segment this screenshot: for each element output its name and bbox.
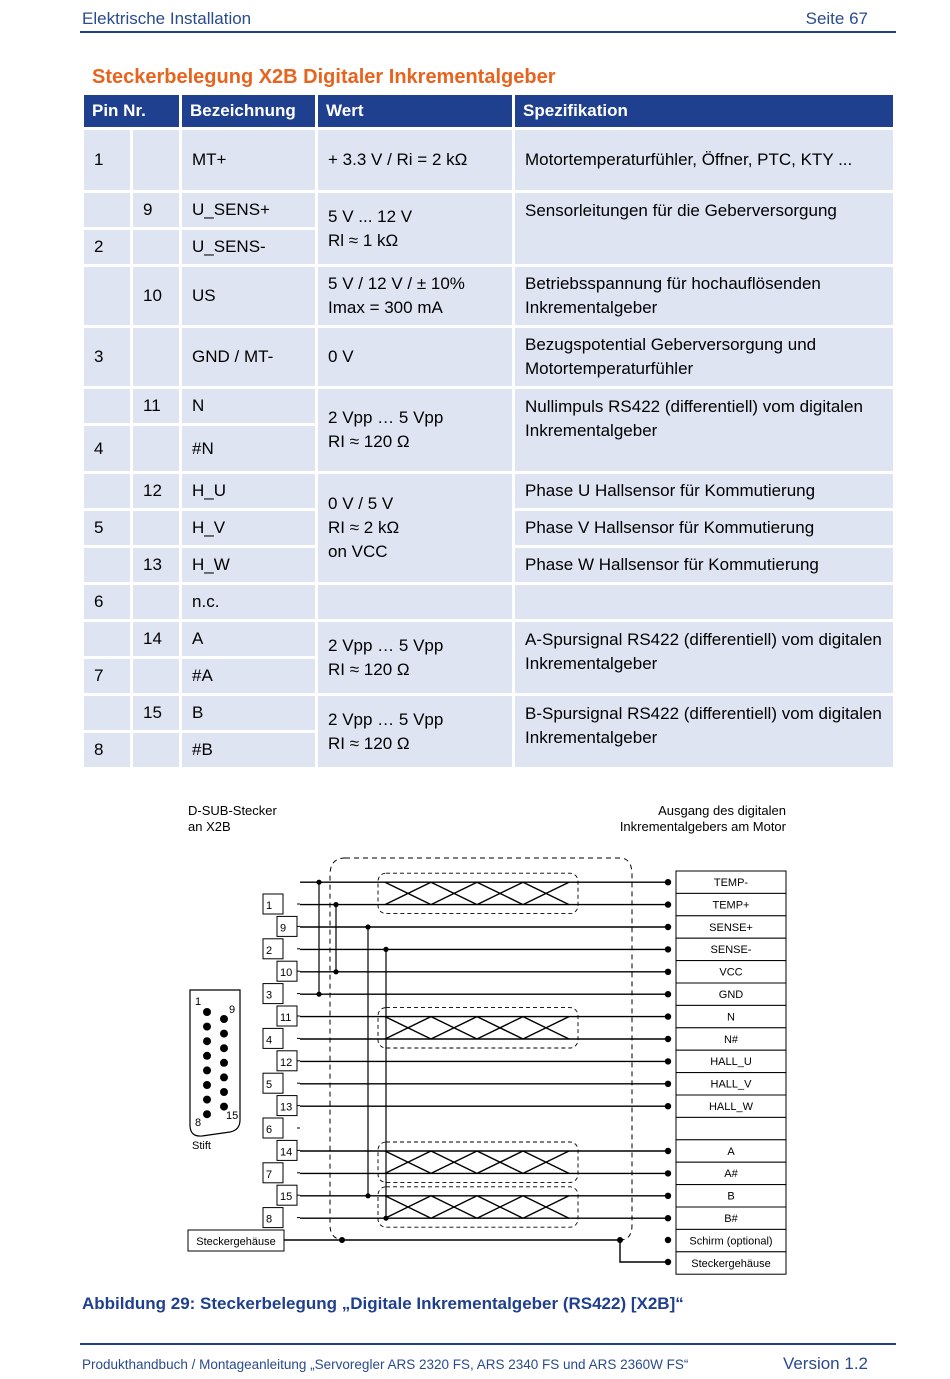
value-line: 2 Vpp … 5 Vpp — [328, 408, 444, 427]
pin-assignment-table — [81, 92, 896, 770]
junction-dot — [333, 969, 338, 974]
pin-cell — [84, 474, 130, 508]
pin-cell: 12 — [133, 474, 179, 508]
terminal-dot — [665, 901, 671, 907]
left-title-line-2: an X2B — [188, 819, 231, 834]
table-row — [84, 328, 893, 386]
spec-cell: Betriebsspannung für hochauflösenden Inkrementalgeber — [515, 267, 893, 325]
twisted-pair-crossing — [431, 1017, 477, 1039]
value-line: on VCC — [328, 542, 388, 561]
pin-number-label: 12 — [280, 1056, 293, 1069]
pin-cell: 4 — [84, 426, 130, 471]
pin-number-label: 13 — [280, 1101, 293, 1114]
pin-number-label: 15 — [280, 1191, 293, 1204]
signal-label: B — [727, 1190, 735, 1203]
connector-pin-1-label: 1 — [195, 996, 202, 1008]
twisted-pair-crossing — [385, 1196, 431, 1218]
connector-pin-15-label: 15 — [226, 1110, 239, 1122]
footer-version: Version 1.2 — [782, 1354, 868, 1373]
pin-cell — [133, 659, 179, 693]
name-cell: B — [182, 696, 315, 730]
dsub-pin-dot — [203, 1037, 211, 1045]
dsub-pin-dot — [203, 1096, 211, 1104]
section-title: Steckerbelegung X2B Digitaler Inkrementalgeber — [92, 66, 556, 88]
figure-caption: Abbildung 29: Steckerbelegung „Digitale Inkrementalgeber (RS422) [X2B]“ — [82, 1294, 684, 1313]
value-cell — [318, 193, 512, 264]
dsub-pin-dot — [220, 1044, 228, 1052]
table-row — [84, 389, 893, 423]
dsub-pin-dot — [220, 1030, 228, 1038]
connector-label: Stift — [192, 1140, 211, 1152]
twisted-pair-crossing — [431, 882, 477, 904]
value-cell — [318, 585, 512, 619]
twisted-pair-crossing — [523, 1151, 569, 1173]
dsub-pin-dot — [203, 1081, 211, 1089]
name-cell: GND / MT- — [182, 328, 315, 386]
terminal-dot — [665, 1013, 671, 1019]
terminal-dot — [665, 1170, 671, 1176]
terminal-dot — [665, 969, 671, 975]
col-header-spec: Spezifikation — [515, 95, 893, 127]
header-section: Elektrische Installation — [82, 9, 252, 28]
signal-label: A — [727, 1145, 735, 1158]
signal-label: TEMP+ — [712, 899, 750, 912]
terminal-dot — [665, 946, 671, 952]
pin-cell — [133, 511, 179, 545]
signal-label: B# — [724, 1213, 738, 1225]
twisted-pair-crossing — [431, 1151, 477, 1173]
dsub-pin-dot — [220, 1088, 228, 1096]
pin-cell — [133, 130, 179, 190]
terminal-dot — [665, 1215, 671, 1221]
pin-number-label: 1 — [266, 900, 273, 912]
value-line: 5 V ... 12 V — [328, 206, 413, 226]
signal-label: Steckergehäuse — [691, 1257, 771, 1270]
table-header-row — [84, 95, 893, 127]
pin-cell: 11 — [133, 389, 179, 423]
name-cell: U_SENS- — [182, 230, 315, 264]
signal-label: HALL_W — [708, 1101, 754, 1113]
terminal-dot — [665, 1081, 671, 1087]
pin-number-label: 7 — [266, 1168, 273, 1181]
value-line: Rl ≈ 1 kΩ — [328, 230, 399, 250]
junction-dot — [365, 924, 370, 929]
terminal-dot — [665, 924, 671, 930]
pin-cell: 5 — [84, 511, 130, 545]
name-cell: N — [182, 389, 315, 423]
pin-number-label: 8 — [266, 1213, 273, 1226]
twisted-pair-crossing — [477, 882, 523, 904]
spec-cell: Motortemperaturfühler, Öffner, PTC, KTY ... — [515, 130, 893, 190]
pin-cell — [84, 389, 130, 423]
spec-cell: Phase V Hallsensor für Kommutierung — [515, 511, 893, 545]
value-line: RI ≈ 120 Ω — [328, 432, 410, 451]
wire-group — [284, 858, 671, 1265]
pin-cell: 15 — [133, 696, 179, 730]
signal-box — [676, 1117, 786, 1139]
twisted-pair-crossing — [431, 1196, 477, 1218]
name-cell: A — [182, 622, 315, 656]
table-row — [84, 622, 893, 656]
junction-dot — [383, 947, 388, 952]
spec-cell: A-Spursignal RS422 (differentiell) vom digitalen Inkrementalgeber — [515, 622, 893, 693]
signal-label: HALL_V — [710, 1078, 752, 1091]
pin-number-label: 11 — [280, 1012, 292, 1024]
name-cell: #N — [182, 426, 315, 471]
header-divider — [80, 31, 896, 33]
signal-label: N# — [723, 1033, 739, 1046]
spec-cell: Bezugspotential Geberversorgung und Motortemperaturfühler — [515, 328, 893, 386]
pin-box-group — [263, 894, 300, 1228]
table-row — [84, 474, 893, 508]
pin-cell: 6 — [84, 585, 130, 619]
pin-number-label: 6 — [266, 1124, 273, 1136]
terminal-dot — [665, 879, 671, 885]
value-cell — [318, 622, 512, 693]
value-cell — [318, 267, 512, 325]
left-title-line-1: D-SUB-Stecker — [188, 803, 277, 818]
junction-dot — [365, 1193, 370, 1198]
shield-wire — [620, 1240, 668, 1262]
housing-left-label: Steckergehäuse — [196, 1236, 276, 1248]
dsub-pin-dot — [220, 1059, 228, 1067]
twisted-pair-crossing — [385, 1151, 431, 1173]
terminal-dot — [665, 1036, 671, 1042]
value-cell: + 3.3 V / Ri = 2 kΩ — [318, 130, 512, 190]
pin-cell — [133, 585, 179, 619]
pin-number-label: 9 — [280, 922, 287, 935]
footer-document: Produkthandbuch / Montageanleitung „Servoregler ARS 2320 FS, ARS 2340 FS und ARS 2360W FS“ — [82, 1357, 689, 1372]
signal-label: GND — [718, 989, 744, 1001]
value-cell — [318, 389, 512, 471]
pin-cell — [133, 733, 179, 767]
pin-number-label: 5 — [266, 1079, 273, 1092]
pin-number-label: 10 — [280, 967, 293, 980]
value-line: 2 Vpp … 5 Vpp — [328, 635, 444, 655]
pin-cell — [84, 548, 130, 582]
pin-cell — [133, 230, 179, 264]
pin-cell — [84, 622, 130, 656]
spec-cell: B-Spursignal RS422 (differentiell) vom digitalen Inkrementalgeber — [515, 696, 893, 767]
pin-cell: 7 — [84, 659, 130, 693]
junction-dot — [316, 992, 321, 997]
footer-divider — [80, 1343, 896, 1345]
name-cell: U_SENS+ — [182, 193, 315, 227]
value-line: 0 V / 5 V — [328, 494, 394, 513]
name-cell: H_V — [182, 511, 315, 545]
header-page-number: Seite 67 — [805, 9, 868, 28]
terminal-dot — [665, 1259, 671, 1265]
twisted-pair-crossing — [477, 1151, 523, 1173]
terminal-dot — [665, 1193, 671, 1199]
name-cell: H_U — [182, 474, 315, 508]
right-title-line-1: Ausgang des digitalen — [658, 803, 786, 818]
junction-dot — [316, 880, 321, 885]
pin-cell: 13 — [133, 548, 179, 582]
pin-cell — [133, 328, 179, 386]
pin-cell: 3 — [84, 328, 130, 386]
signal-box-group — [676, 871, 786, 1274]
name-cell: #B — [182, 733, 315, 767]
pin-number-label: 2 — [266, 944, 273, 957]
spec-cell: Phase W Hallsensor für Kommutierung — [515, 548, 893, 582]
dsub-pin-group — [203, 1008, 228, 1118]
dsub-pin-dot — [203, 1110, 211, 1118]
name-cell: #A — [182, 659, 315, 693]
spec-cell: Sensorleitungen für die Geberversorgung — [515, 193, 893, 264]
name-cell: H_W — [182, 548, 315, 582]
dsub-pin-dot — [220, 1015, 228, 1023]
table-row — [84, 696, 893, 730]
signal-label: SENSE- — [710, 944, 752, 957]
pin-cell: 2 — [84, 230, 130, 264]
table-row — [84, 193, 893, 227]
dsub-pin-dot — [203, 1052, 211, 1060]
junction-dot — [339, 1237, 345, 1243]
signal-label: Schirm (optional) — [689, 1235, 773, 1248]
signal-label: HALL_U — [710, 1056, 752, 1069]
twisted-pair-crossing — [477, 1196, 523, 1218]
signal-label: TEMP- — [713, 877, 749, 889]
wiring-diagram — [0, 790, 950, 1285]
col-header-name: Bezeichnung — [182, 95, 315, 127]
value-line: 2 Vpp … 5 Vpp — [328, 709, 444, 729]
junction-dot — [333, 902, 338, 907]
value-line: RI ≈ 120 Ω — [328, 733, 410, 753]
value-cell — [318, 474, 512, 582]
value-line: Imax = 300 mA — [328, 298, 443, 317]
value-line: RI ≈ 120 Ω — [328, 659, 410, 679]
name-cell: MT+ — [182, 130, 315, 190]
pin-cell: 10 — [133, 267, 179, 325]
dsub-pin-dot — [203, 1066, 211, 1074]
name-cell: US — [182, 267, 315, 325]
spec-cell — [515, 585, 893, 619]
pin-cell — [84, 267, 130, 325]
terminal-dot — [665, 1103, 671, 1109]
dsub-pin-dot — [220, 1073, 228, 1081]
value-cell — [318, 696, 512, 767]
signal-label: A# — [724, 1168, 738, 1181]
twisted-pair-crossing — [477, 1017, 523, 1039]
name-cell: n.c. — [182, 585, 315, 619]
junction-dot — [383, 1216, 388, 1221]
table-row — [84, 585, 893, 619]
connector-pin-8-label: 8 — [195, 1117, 202, 1129]
value-line: 5 V / 12 V / ± 10% — [328, 274, 465, 293]
table-row — [84, 267, 893, 325]
spec-cell: Nullimpuls RS422 (differentiell) vom digitalen Inkrementalgeber — [515, 389, 893, 471]
twisted-pair-crossing — [385, 882, 431, 904]
value-cell: 0 V — [318, 328, 512, 386]
spec-cell: Phase U Hallsensor für Kommutierung — [515, 474, 893, 508]
table-row — [84, 130, 893, 190]
twisted-pair-crossing — [523, 1017, 569, 1039]
right-title-line-2: Inkrementalgebers am Motor — [619, 819, 786, 834]
pin-number-label: 14 — [280, 1146, 293, 1159]
terminal-dot — [665, 1058, 671, 1064]
terminal-dot — [665, 991, 671, 997]
twisted-pair-crossing — [523, 1196, 569, 1218]
pin-cell: 1 — [84, 130, 130, 190]
signal-label: VCC — [719, 966, 743, 979]
twisted-pair-crossing — [523, 882, 569, 904]
value-line: RI ≈ 2 kΩ — [328, 518, 400, 537]
col-header-value: Wert — [318, 95, 512, 127]
pin-number-label: 4 — [266, 1034, 273, 1047]
pin-cell: 8 — [84, 733, 130, 767]
pin-cell — [84, 696, 130, 730]
pin-number-label: 3 — [266, 989, 273, 1002]
junction-dot — [617, 1237, 623, 1243]
terminal-dot — [665, 1237, 671, 1243]
col-header-pin: Pin Nr. — [84, 95, 179, 127]
signal-label: N — [727, 1011, 735, 1024]
pin-cell — [84, 193, 130, 227]
signal-label: SENSE+ — [709, 921, 753, 934]
connector-pin-9-label: 9 — [229, 1004, 236, 1016]
terminal-dot — [665, 1148, 671, 1154]
pin-cell — [133, 426, 179, 471]
dsub-pin-dot — [203, 1008, 211, 1016]
twisted-pair-crossing — [385, 1017, 431, 1039]
dsub-pin-dot — [203, 1023, 211, 1031]
pin-cell: 9 — [133, 193, 179, 227]
pin-cell: 14 — [133, 622, 179, 656]
